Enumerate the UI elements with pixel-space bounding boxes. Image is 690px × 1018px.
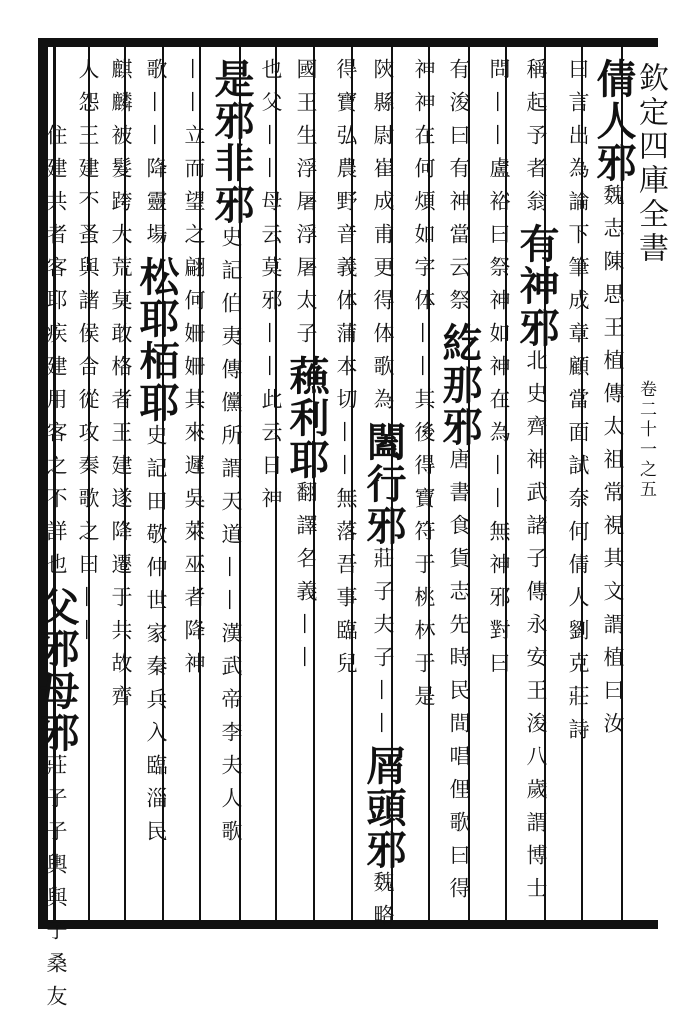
annotation-text: 也父——母云莫邪 xyxy=(259,58,283,322)
annotation-text: 國王生浮屠浮屠太子 xyxy=(294,58,318,355)
text-column xyxy=(106,58,136,918)
annotation-text: 翻譯名義—— xyxy=(294,481,318,679)
annotation-text: 麒麟被髮跨大荒 xyxy=(109,58,133,289)
annotation-text: 臨兒 xyxy=(334,619,358,685)
annotation-text: 漢武帝李夫人歌 xyxy=(219,622,243,853)
text-column xyxy=(73,58,103,918)
frame-bottom-border xyxy=(38,920,658,929)
text-column xyxy=(360,58,407,937)
annotation-text: 稱起予者翁 xyxy=(524,58,548,223)
text-column xyxy=(283,58,330,918)
annotation-text: 陝縣尉崔成甫更得体歌為 xyxy=(371,58,395,421)
annotation-text: 魏志陳思王植傳太祖常視其文謂植曰汝 xyxy=(601,184,625,745)
text-column xyxy=(256,58,286,918)
text-column xyxy=(563,58,593,918)
headword: 是邪非邪 xyxy=(208,58,255,226)
annotation-text: 史記田敬仲世家秦兵入臨淄民 xyxy=(144,424,168,853)
text-column xyxy=(179,58,209,918)
annotation-text: 唐書食貨志先時民間唱俚歌曰得 xyxy=(447,448,471,910)
text-column xyxy=(436,58,483,918)
annotation-text: ——無落吾事 xyxy=(334,421,358,619)
annotation-text: ——此云日神 xyxy=(259,322,283,520)
headword: 屑頭邪 xyxy=(360,745,407,871)
text-column xyxy=(133,58,180,918)
annotation-text: 北史齊神武諸子傳永安王浚八歲謂博士 xyxy=(524,349,548,910)
headword: 倩人邪 xyxy=(590,58,637,184)
annotation-text: 盧裕曰祭神如神在為——無神邪對曰 xyxy=(487,157,511,685)
headword: 闔行邪 xyxy=(360,421,407,547)
annotation-text: 得寶弘農野音義体蒲本切 xyxy=(334,58,358,421)
headword: 蘓利耶 xyxy=(283,355,330,481)
text-column xyxy=(484,58,514,918)
annotation-text: 有浚曰有神當云祭 xyxy=(447,58,471,322)
text-column xyxy=(208,58,255,918)
text-column xyxy=(513,58,560,918)
headword: 父邪母邪 xyxy=(33,586,80,754)
annotation-text: 問—— xyxy=(487,58,511,157)
annotation-text: 歌——降靈場 xyxy=(144,58,168,256)
text-column xyxy=(409,58,439,918)
text-column xyxy=(331,58,361,918)
headword: 松耶栢耶 xyxy=(133,256,180,424)
headword: 有神邪 xyxy=(513,223,560,349)
annotation-text: ——立而望之翩何姍姍其來遲吳萊巫者降神 xyxy=(182,58,206,685)
frame-top-border xyxy=(38,38,658,47)
text-column xyxy=(590,58,637,918)
margin-volume-number: 卷二十一之五 xyxy=(636,380,656,500)
text-column xyxy=(33,58,80,1018)
annotation-text: 莫敢格者王建遂降遷于共故齊 xyxy=(109,289,133,718)
annotation-text: 莊子子輿與子桑友 xyxy=(44,754,68,1018)
annotation-text: 体——其後得寶符于桃林于是 xyxy=(412,289,436,718)
annotation-text: 曰言出為論下筆成章顧當面試奈何倩人劉克莊詩 xyxy=(566,58,590,751)
margin-book-title: 欽定四庫全書 xyxy=(633,62,668,266)
annotation-text: ——住建共者客耶疾建用客之不詳也 xyxy=(44,58,68,586)
annotation-text: 魏略 xyxy=(371,871,395,937)
annotation-text: 神神在何煩如字 xyxy=(412,58,436,289)
annotation-text: 莊子夫子—— xyxy=(371,547,395,745)
headword: 紇那邪 xyxy=(436,322,483,448)
annotation-text: 人怨王建不蚤與諸侯合從攻秦歌之曰—— xyxy=(76,58,100,652)
annotation-text: 史記伯夷傳儻所謂天道—— xyxy=(219,226,243,622)
